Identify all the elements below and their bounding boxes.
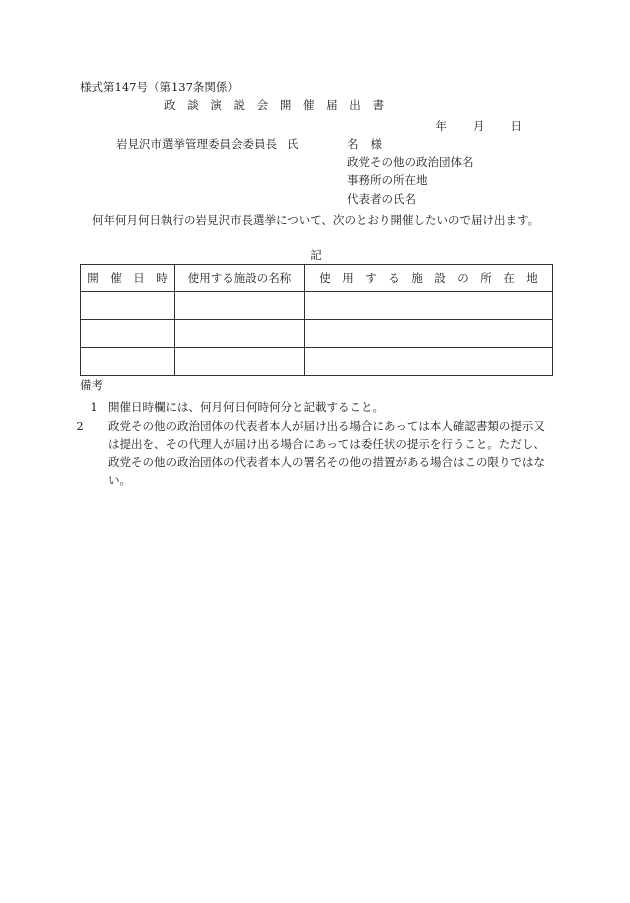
note-text: 政党その他の政治団体の代表者本人が届け出る場合にあっては本人確認書類の提示又は提出を、その代理人が届け出る場合にあっては委任状の提示を行うこと。ただし、政党その他の政治団体の代表者本人の署名その他の措置がある場合はこの限りではない。 — [108, 419, 545, 487]
note-number: 1 — [90, 400, 98, 414]
event-table — [80, 264, 553, 376]
document-title: 政 談 演 説 会 開 催 届 出 書 — [164, 98, 388, 112]
note-item — [80, 398, 552, 416]
date-month: 月 — [473, 119, 485, 133]
cell-facility-location[interactable] — [305, 320, 553, 348]
date-line — [0, 121, 522, 133]
cell-datetime[interactable] — [81, 292, 175, 320]
cell-facility-name[interactable] — [175, 348, 305, 376]
applicant-name-line — [347, 139, 382, 151]
ki-mark: 記 — [310, 248, 322, 262]
cell-datetime[interactable] — [81, 348, 175, 376]
applicant-name-label: 名 — [347, 137, 359, 151]
date-year: 年 — [435, 119, 447, 133]
recipient-honorific: 氏 — [287, 137, 299, 151]
applicant-rep-label: 代表者の氏名 — [347, 192, 416, 206]
form-number: 様式第147号（第137条関係） — [80, 80, 239, 94]
recipient — [116, 139, 299, 151]
header-facility-location: 使 用 す る 施 設 の 所 在 地 — [305, 265, 553, 292]
applicant-name-suffix: 様 — [370, 137, 382, 151]
table-row — [81, 292, 553, 320]
table-row — [81, 348, 553, 376]
header-datetime: 開 催 日 時 — [81, 265, 175, 292]
header-facility-name: 使用する施設の名称 — [175, 265, 305, 292]
date-day: 日 — [510, 119, 522, 133]
applicant-org-label: 政党その他の政治団体名 — [347, 155, 474, 169]
note-number: 2 — [76, 419, 84, 433]
body-text: 何年何月何日執行の岩見沢市長選挙について、次のとおり開催したいので届け出ます。 — [92, 213, 540, 227]
cell-datetime[interactable] — [81, 320, 175, 348]
cell-facility-name[interactable] — [175, 320, 305, 348]
note-item — [76, 417, 552, 489]
table-header-row — [81, 265, 553, 292]
cell-facility-location[interactable] — [305, 348, 553, 376]
note-text: 開催日時欄には、何月何日何時何分と記載すること。 — [108, 400, 384, 414]
notes-heading: 備考 — [80, 378, 103, 392]
cell-facility-location[interactable] — [305, 292, 553, 320]
table-row — [81, 320, 553, 348]
cell-facility-name[interactable] — [175, 292, 305, 320]
recipient-name: 岩見沢市選挙管理委員会委員長 — [116, 137, 277, 151]
applicant-office-label: 事務所の所在地 — [347, 173, 428, 187]
